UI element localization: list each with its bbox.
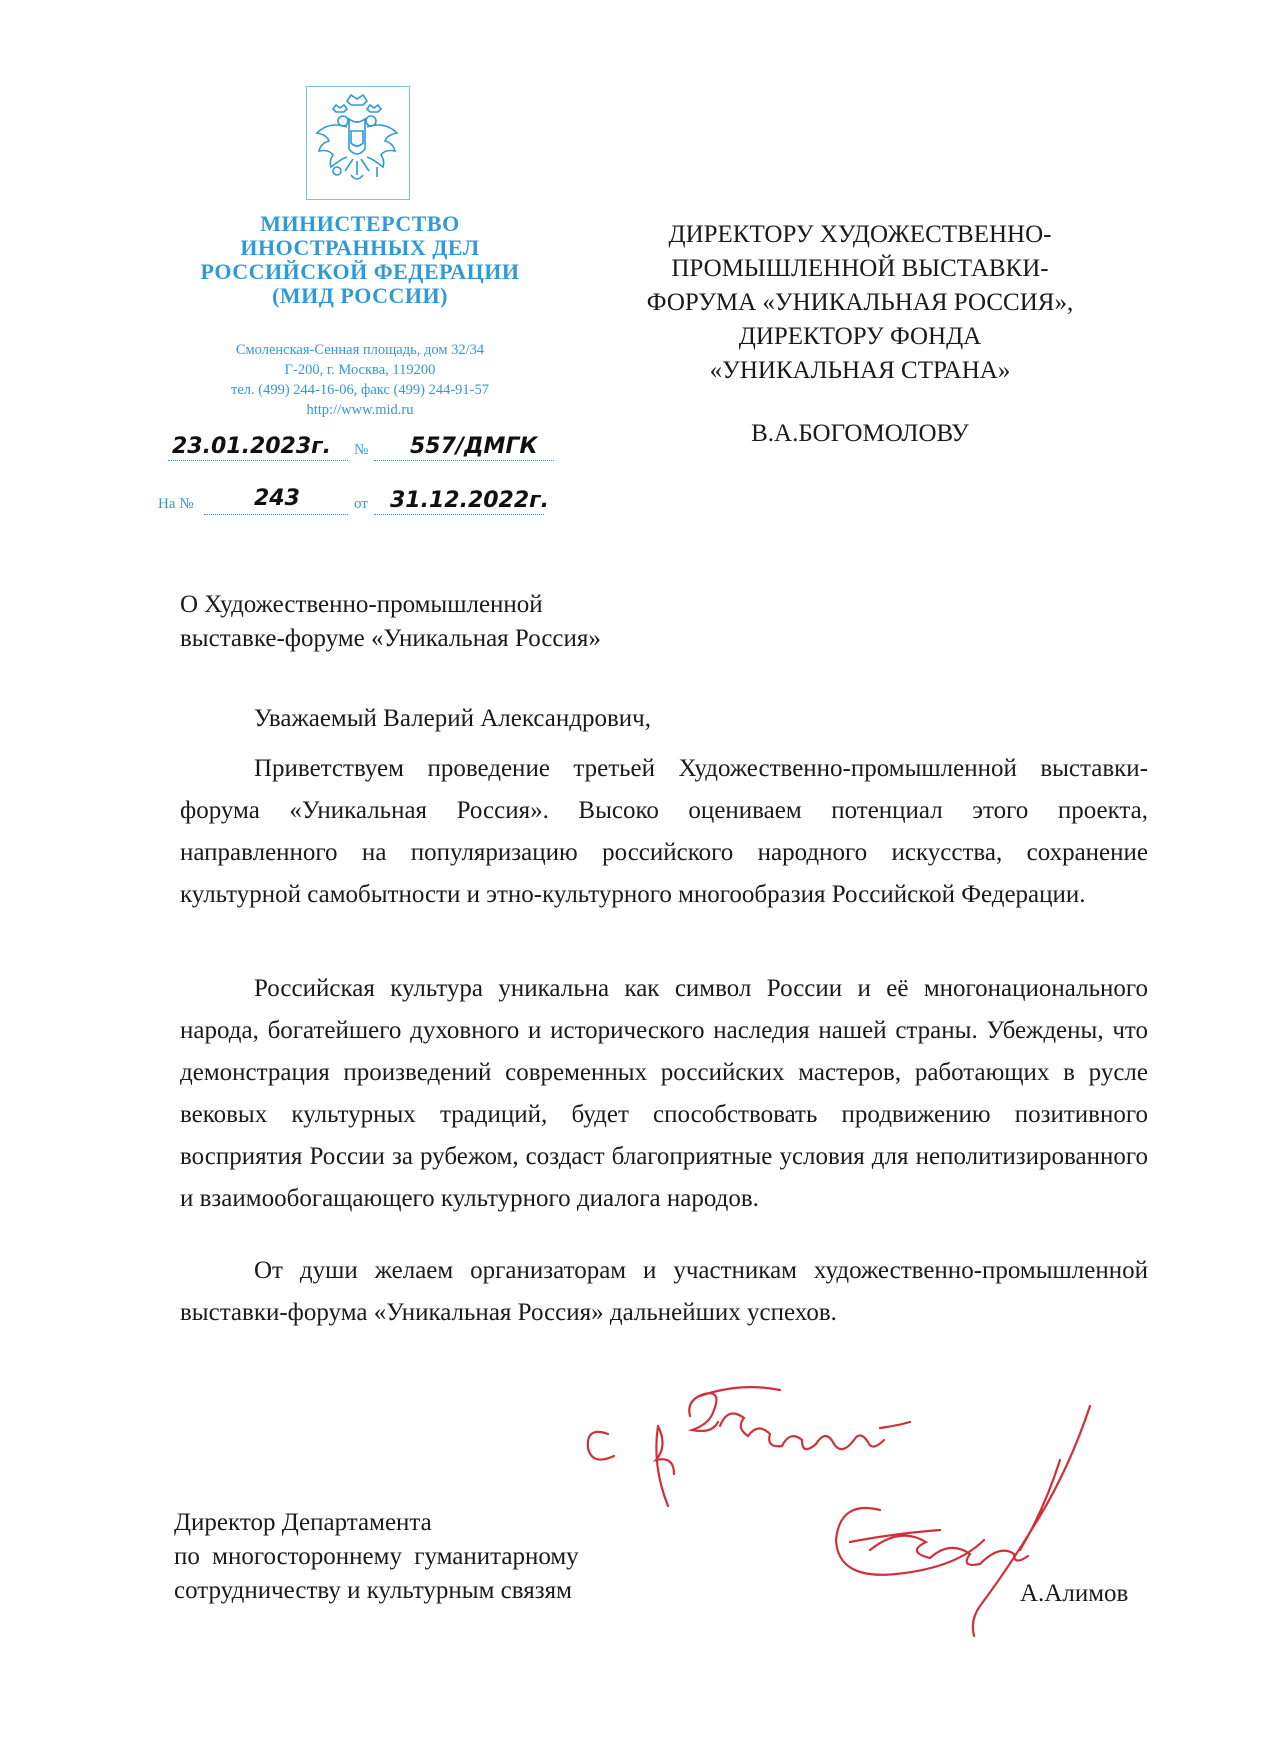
body-paragraph: Приветствуем проведение третьей Художественно-промышленной выставки-форума «Уникальная Россия». Высоко оцениваем потенциал этого проекта, направленного на популяризацию российского народного искусства, сохранение культурной самобытности и этно-культурного многообразия Российской Федерации. [180,755,1148,908]
number-label: № [354,442,369,458]
emblem-frame [306,86,410,200]
coat-of-arms-icon [307,87,407,197]
signatory-title-line: сотрудничеству и культурным связям [174,1577,572,1604]
body-paragraph: Российская культура уникальна как символ России и её многонационального народа, богатейшего духовного и исторического наследия нашей страны. Убеждены, что демонстрация произведений современных российских мастеров, работающих в русле вековых культурных традиций, будет способствовать продвижению позитивного восприятия России за рубежом, создаст благоприятные условия для неполитизированного и взаимообогащающего культурного диалога народов. [180,975,1148,1212]
ref-date-label: от [354,496,368,512]
reference-date: 31.12.2022г. [390,488,550,513]
addressee-block [600,218,1120,388]
ref-number-line [204,514,348,515]
address-line: Г-200, г. Москва, 119200 [284,362,436,378]
reference-label: На № [158,496,194,512]
reference-registration [158,486,558,520]
ministry-address [170,340,550,420]
addressee-line: ДИРЕКТОРУ ФОНДА [738,323,982,350]
addressee-line: ФОРУМА «УНИКАЛЬНАЯ РОССИЯ», [646,289,1074,316]
subject-line: выставке-форуме «Уникальная Россия» [180,625,601,652]
addressee-name: В.А.БОГОМОЛОВУ [751,420,969,447]
ministry-line: РОССИЙСКОЙ ФЕДЕРАЦИИ [200,259,520,284]
date-line [168,460,348,461]
ministry-line: МИНИСТЕРСТВО [260,211,460,236]
addressee-line: ПРОМЫШЛЕННОЙ ВЫСТАВКИ- [671,255,1049,282]
signatory-title-line: Директор Департамента [174,1509,432,1536]
outgoing-date: 23.01.2023г. [172,434,332,459]
number-line [374,460,554,461]
address-line: тел. (499) 244-16-06, факс (499) 244-91-57 [231,382,489,398]
subject-line: О Художественно-промышленной [180,591,543,618]
salutation: Уважаемый Валерий Александрович, [254,705,651,732]
signatory-title-line: по многостороннему гуманитарному [174,1543,579,1570]
addressee-line: ДИРЕКТОРУ ХУДОЖЕСТВЕННО- [668,221,1052,248]
body-paragraph: От души желаем организаторам и участникам художественно-промышленной выставки-форума «Уникальная Россия» дальнейших успехов. [180,1257,1148,1326]
ministry-line: (МИД РОССИИ) [272,283,448,308]
signatory-name: А.Алимов [1020,1580,1129,1607]
outgoing-number: 557/ДМГК [410,434,538,459]
address-line: Смоленская-Сенная площадь, дом 32/34 [235,342,485,358]
signatory-title [174,1506,579,1608]
ministry-line: ИНОСТРАННЫХ ДЕЛ [240,235,480,260]
ref-date-line [374,514,544,515]
outgoing-registration [168,434,558,464]
ministry-name [180,212,540,308]
letter-subject [180,588,601,656]
handwritten-signature [820,1400,1140,1650]
addressee-line: «УНИКАЛЬНАЯ СТРАНА» [709,357,1011,384]
reference-number: 243 [254,486,300,511]
address-line: http://www.mid.ru [306,402,414,418]
